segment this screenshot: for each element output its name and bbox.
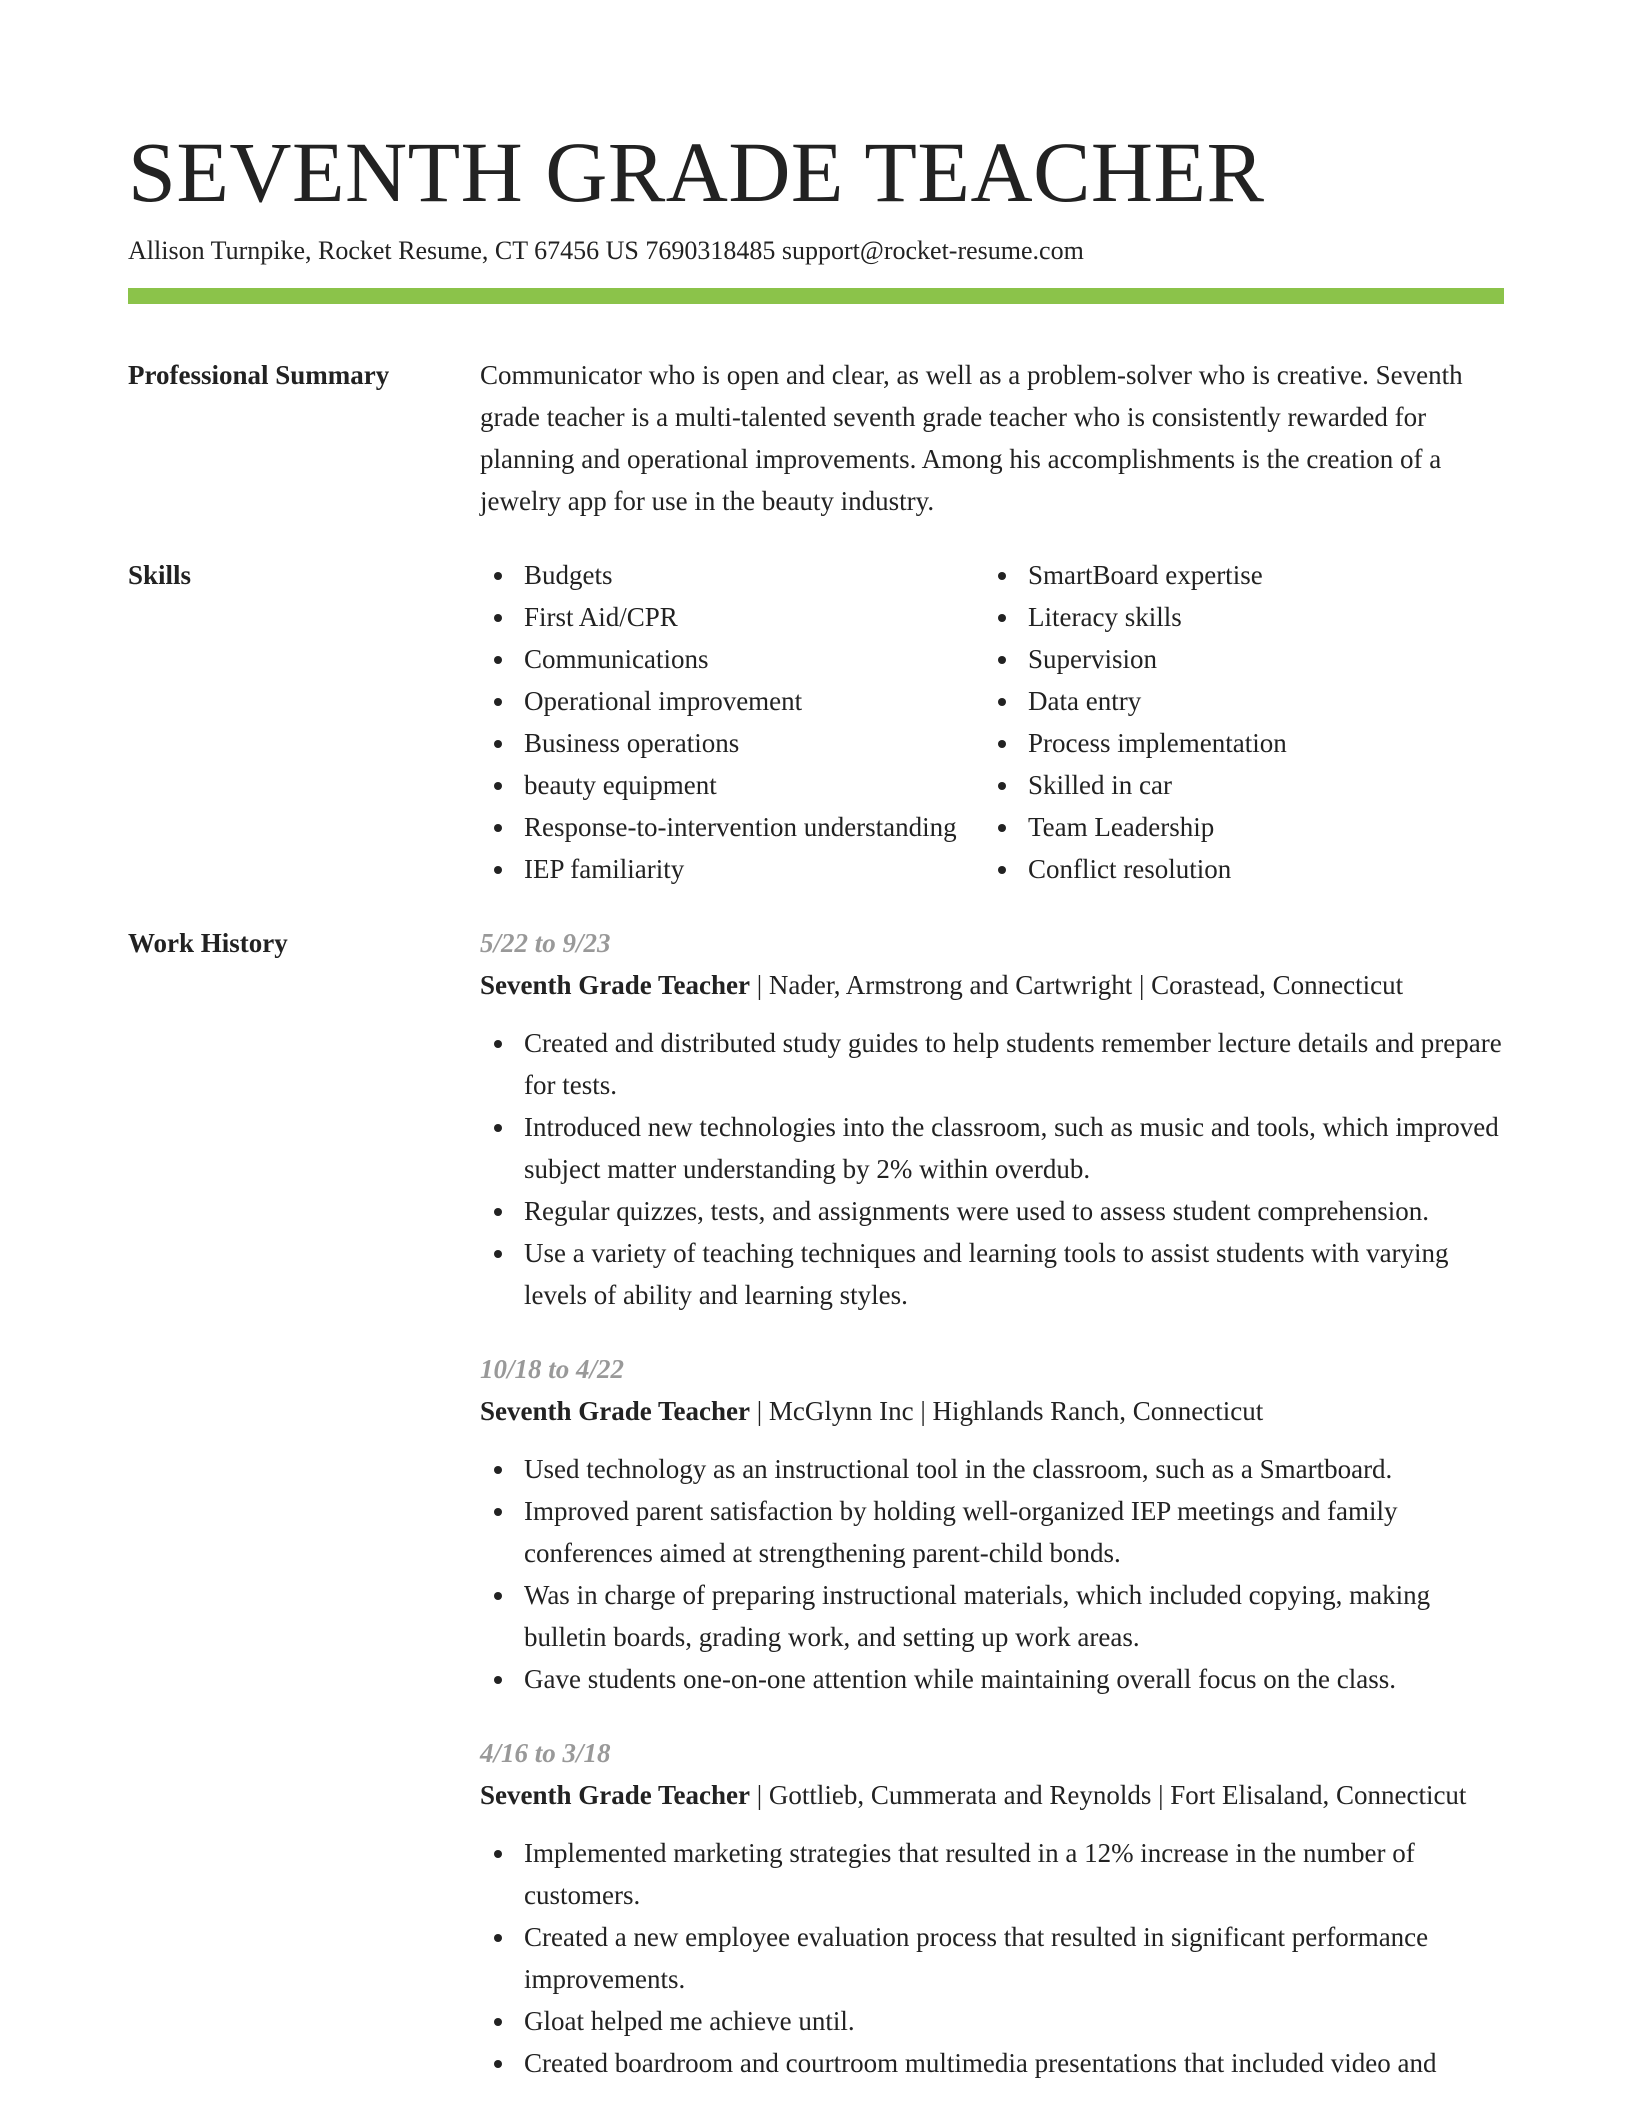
work-history-section xyxy=(128,922,1504,2116)
skill-item: Business operations xyxy=(480,722,984,764)
skill-item: Process implementation xyxy=(984,722,1504,764)
skills-section xyxy=(128,554,1504,890)
work-history-list xyxy=(480,922,1504,2116)
skill-item: First Aid/CPR xyxy=(480,596,984,638)
job-bullet: Gloat helped me achieve until. xyxy=(480,2000,1504,2042)
skill-item: Budgets xyxy=(480,554,984,596)
section-label-work-history: Work History xyxy=(128,928,288,958)
skill-item: Literacy skills xyxy=(984,596,1504,638)
skill-item: Response-to-intervention understanding xyxy=(480,806,984,848)
skills-column-right xyxy=(984,554,1504,890)
skill-item: SmartBoard expertise xyxy=(984,554,1504,596)
skill-item: Conflict resolution xyxy=(984,848,1504,890)
job-title: Seventh Grade Teacher xyxy=(480,1780,750,1810)
skill-item: Supervision xyxy=(984,638,1504,680)
job-title: Seventh Grade Teacher xyxy=(480,1396,750,1426)
job-bullet: Regular quizzes, tests, and assignments were used to assess student comprehension. xyxy=(480,1190,1504,1232)
skill-item: Communications xyxy=(480,638,984,680)
skill-item: Team Leadership xyxy=(984,806,1504,848)
job-heading xyxy=(480,1390,1504,1432)
job-entry xyxy=(480,922,1504,1316)
job-responsibilities xyxy=(480,1022,1504,1316)
job-dates: 5/22 to 9/23 xyxy=(480,928,611,958)
section-label-professional-summary: Professional Summary xyxy=(128,360,390,390)
job-entry xyxy=(480,1348,1504,1700)
job-bullet: Was in charge of preparing instructional materials, which included copying, making bulletin boards, grading work, and setting up work areas. xyxy=(480,1574,1504,1658)
skill-item: Operational improvement xyxy=(480,680,984,722)
accent-divider xyxy=(128,288,1504,304)
job-bullet: Created boardroom and courtroom multimedia presentations that included video and xyxy=(480,2042,1504,2084)
job-heading xyxy=(480,964,1504,1006)
job-dates: 10/18 to 4/22 xyxy=(480,1354,625,1384)
skill-item: Data entry xyxy=(984,680,1504,722)
summary-text: Communicator who is open and clear, as well as a problem-solver who is creative. Seventh grade teacher is a multi-talented seventh grade teacher who is consistently rewarded for planning and operational improvements. Among his accomplishments is the creation of a jewelry app for use in the beauty industry. xyxy=(480,360,1463,516)
job-bullet: Gave students one-on-one attention while maintaining overall focus on the class. xyxy=(480,1658,1504,1700)
job-bullet: Implemented marketing strategies that resulted in a 12% increase in the number of customers. xyxy=(480,1832,1504,1916)
section-label-skills: Skills xyxy=(128,560,192,590)
job-employer-location: | Gottlieb, Cummerata and Reynolds | Fort Elisaland, Connecticut xyxy=(750,1780,1467,1810)
job-entry xyxy=(480,1732,1504,2084)
job-bullet: Created a new employee evaluation process that resulted in significant performance improvements. xyxy=(480,1916,1504,2000)
job-bullet: Created and distributed study guides to help students remember lecture details and prepare for tests. xyxy=(480,1022,1504,1106)
summary-body xyxy=(480,354,1504,522)
job-employer-location: | Nader, Armstrong and Cartwright | Corastead, Connecticut xyxy=(750,970,1404,1000)
professional-summary-section xyxy=(128,354,1504,522)
resume-title: SEVENTH GRADE TEACHER xyxy=(128,124,1265,220)
contact-info: Allison Turnpike, Rocket Resume, CT 67456 US 7690318485 support@rocket-resume.com xyxy=(128,236,1084,265)
job-dates: 4/16 to 3/18 xyxy=(480,1738,611,1768)
job-bullet: Introduced new technologies into the classroom, such as music and tools, which improved subject matter understanding by 2% within overdub. xyxy=(480,1106,1504,1190)
job-responsibilities xyxy=(480,1832,1504,2084)
job-title: Seventh Grade Teacher xyxy=(480,970,750,1000)
job-responsibilities xyxy=(480,1448,1504,1700)
job-bullet: Use a variety of teaching techniques and learning tools to assist students with varying levels of ability and learning styles. xyxy=(480,1232,1504,1316)
skills-grid xyxy=(480,554,1504,890)
skills-column-left xyxy=(480,554,984,890)
job-employer-location: | McGlynn Inc | Highlands Ranch, Connecticut xyxy=(750,1396,1264,1426)
job-bullet: Improved parent satisfaction by holding well-organized IEP meetings and family conferences aimed at strengthening parent-child bonds. xyxy=(480,1490,1504,1574)
job-heading xyxy=(480,1774,1504,1816)
skill-item: Skilled in car xyxy=(984,764,1504,806)
resume-page xyxy=(128,0,1504,2116)
skill-item: beauty equipment xyxy=(480,764,984,806)
job-bullet: Used technology as an instructional tool in the classroom, such as a Smartboard. xyxy=(480,1448,1504,1490)
skill-item: IEP familiarity xyxy=(480,848,984,890)
